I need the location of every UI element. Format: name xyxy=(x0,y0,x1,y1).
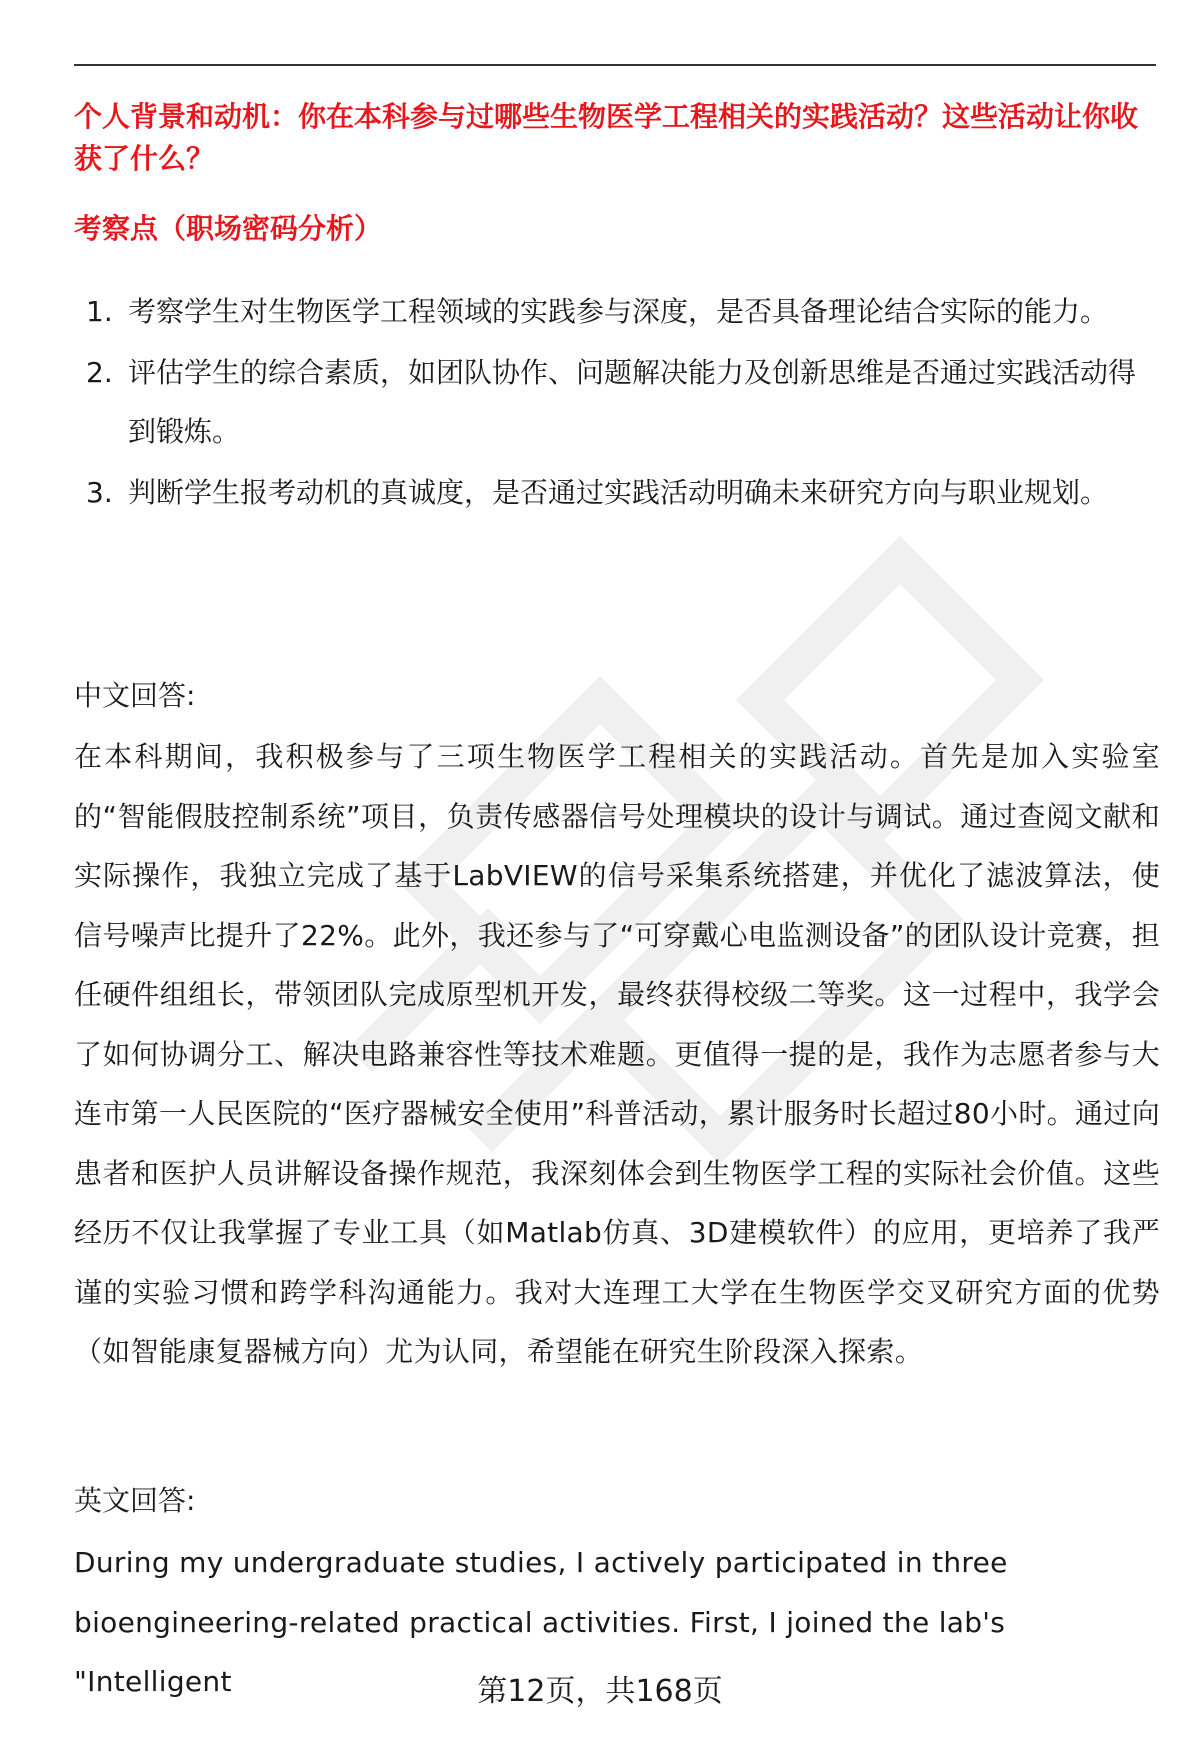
list-item-text: 考察学生对生物医学工程领域的实践参与深度，是否具备理论结合实际的能力。 xyxy=(128,295,1109,328)
assessment-list xyxy=(74,282,1156,524)
question-heading: 个人背景和动机：你在本科参与过哪些生物医学工程相关的实践活动？这些活动让你收获了什么？ xyxy=(74,100,1139,175)
list-item xyxy=(74,463,1156,522)
top-divider xyxy=(74,64,1156,66)
list-number: 3. xyxy=(86,476,113,509)
english-answer-text: During my undergraduate studies, I actively participated in three bioengineering-related practical activities. First, I joined the lab's "Intelligent xyxy=(74,1546,1008,1698)
chinese-answer-text: 在本科期间，我积极参与了三项生物医学工程相关的实践活动。首先是加入实验室的“智能假肢控制系统”项目，负责传感器信号处理模块的设计与调试。通过查阅文献和实际操作，我独立完成了基于LabVIEW的信号采集系统搭建，并优化了滤波算法，使信号噪声比提升了22%。此外，我还参与了“可穿戴心电监测设备”的团队设计竞赛，担任硬件组组长，带领团队完成原型机开发，最终获得校级二等奖。这一过程中，我学会了如何协调分工、解决电路兼容性等技术难题。更值得一提的是，我作为志愿者参与大连市第一人民医院的“医疗器械安全使用”科普活动，累计服务时长超过80小时。通过向患者和医护人员讲解设备操作规范，我深刻体会到生物医学工程的实际社会价值。这些经历不仅让我掌握了专业工具（如Matlab仿真、3D建模软件）的应用，更培养了我严谨的实验习惯和跨学科沟通能力。我对大连理工大学在生物医学交叉研究方面的优势（如智能康复器械方向）尤为认同，希望能在研究生阶段深入探索。 xyxy=(74,740,1160,1368)
list-number: 1. xyxy=(86,295,113,328)
list-item-text: 判断学生报考动机的真诚度，是否通过实践活动明确未来研究方向与职业规划。 xyxy=(128,476,1109,509)
list-item xyxy=(74,282,1156,341)
list-item xyxy=(74,343,1156,461)
assessment-title: 考察点（职场密码分析） xyxy=(74,212,383,245)
list-item-text: 评估学生的综合素质，如团队协作、问题解决能力及创新思维是否通过实践活动得到锻炼。 xyxy=(128,356,1137,448)
page-number-footer: 第12页，共168页 xyxy=(477,1674,723,1709)
english-answer-label: 英文回答: xyxy=(74,1484,196,1517)
chinese-answer-label: 中文回答: xyxy=(74,679,196,712)
list-number: 2. xyxy=(86,356,113,389)
